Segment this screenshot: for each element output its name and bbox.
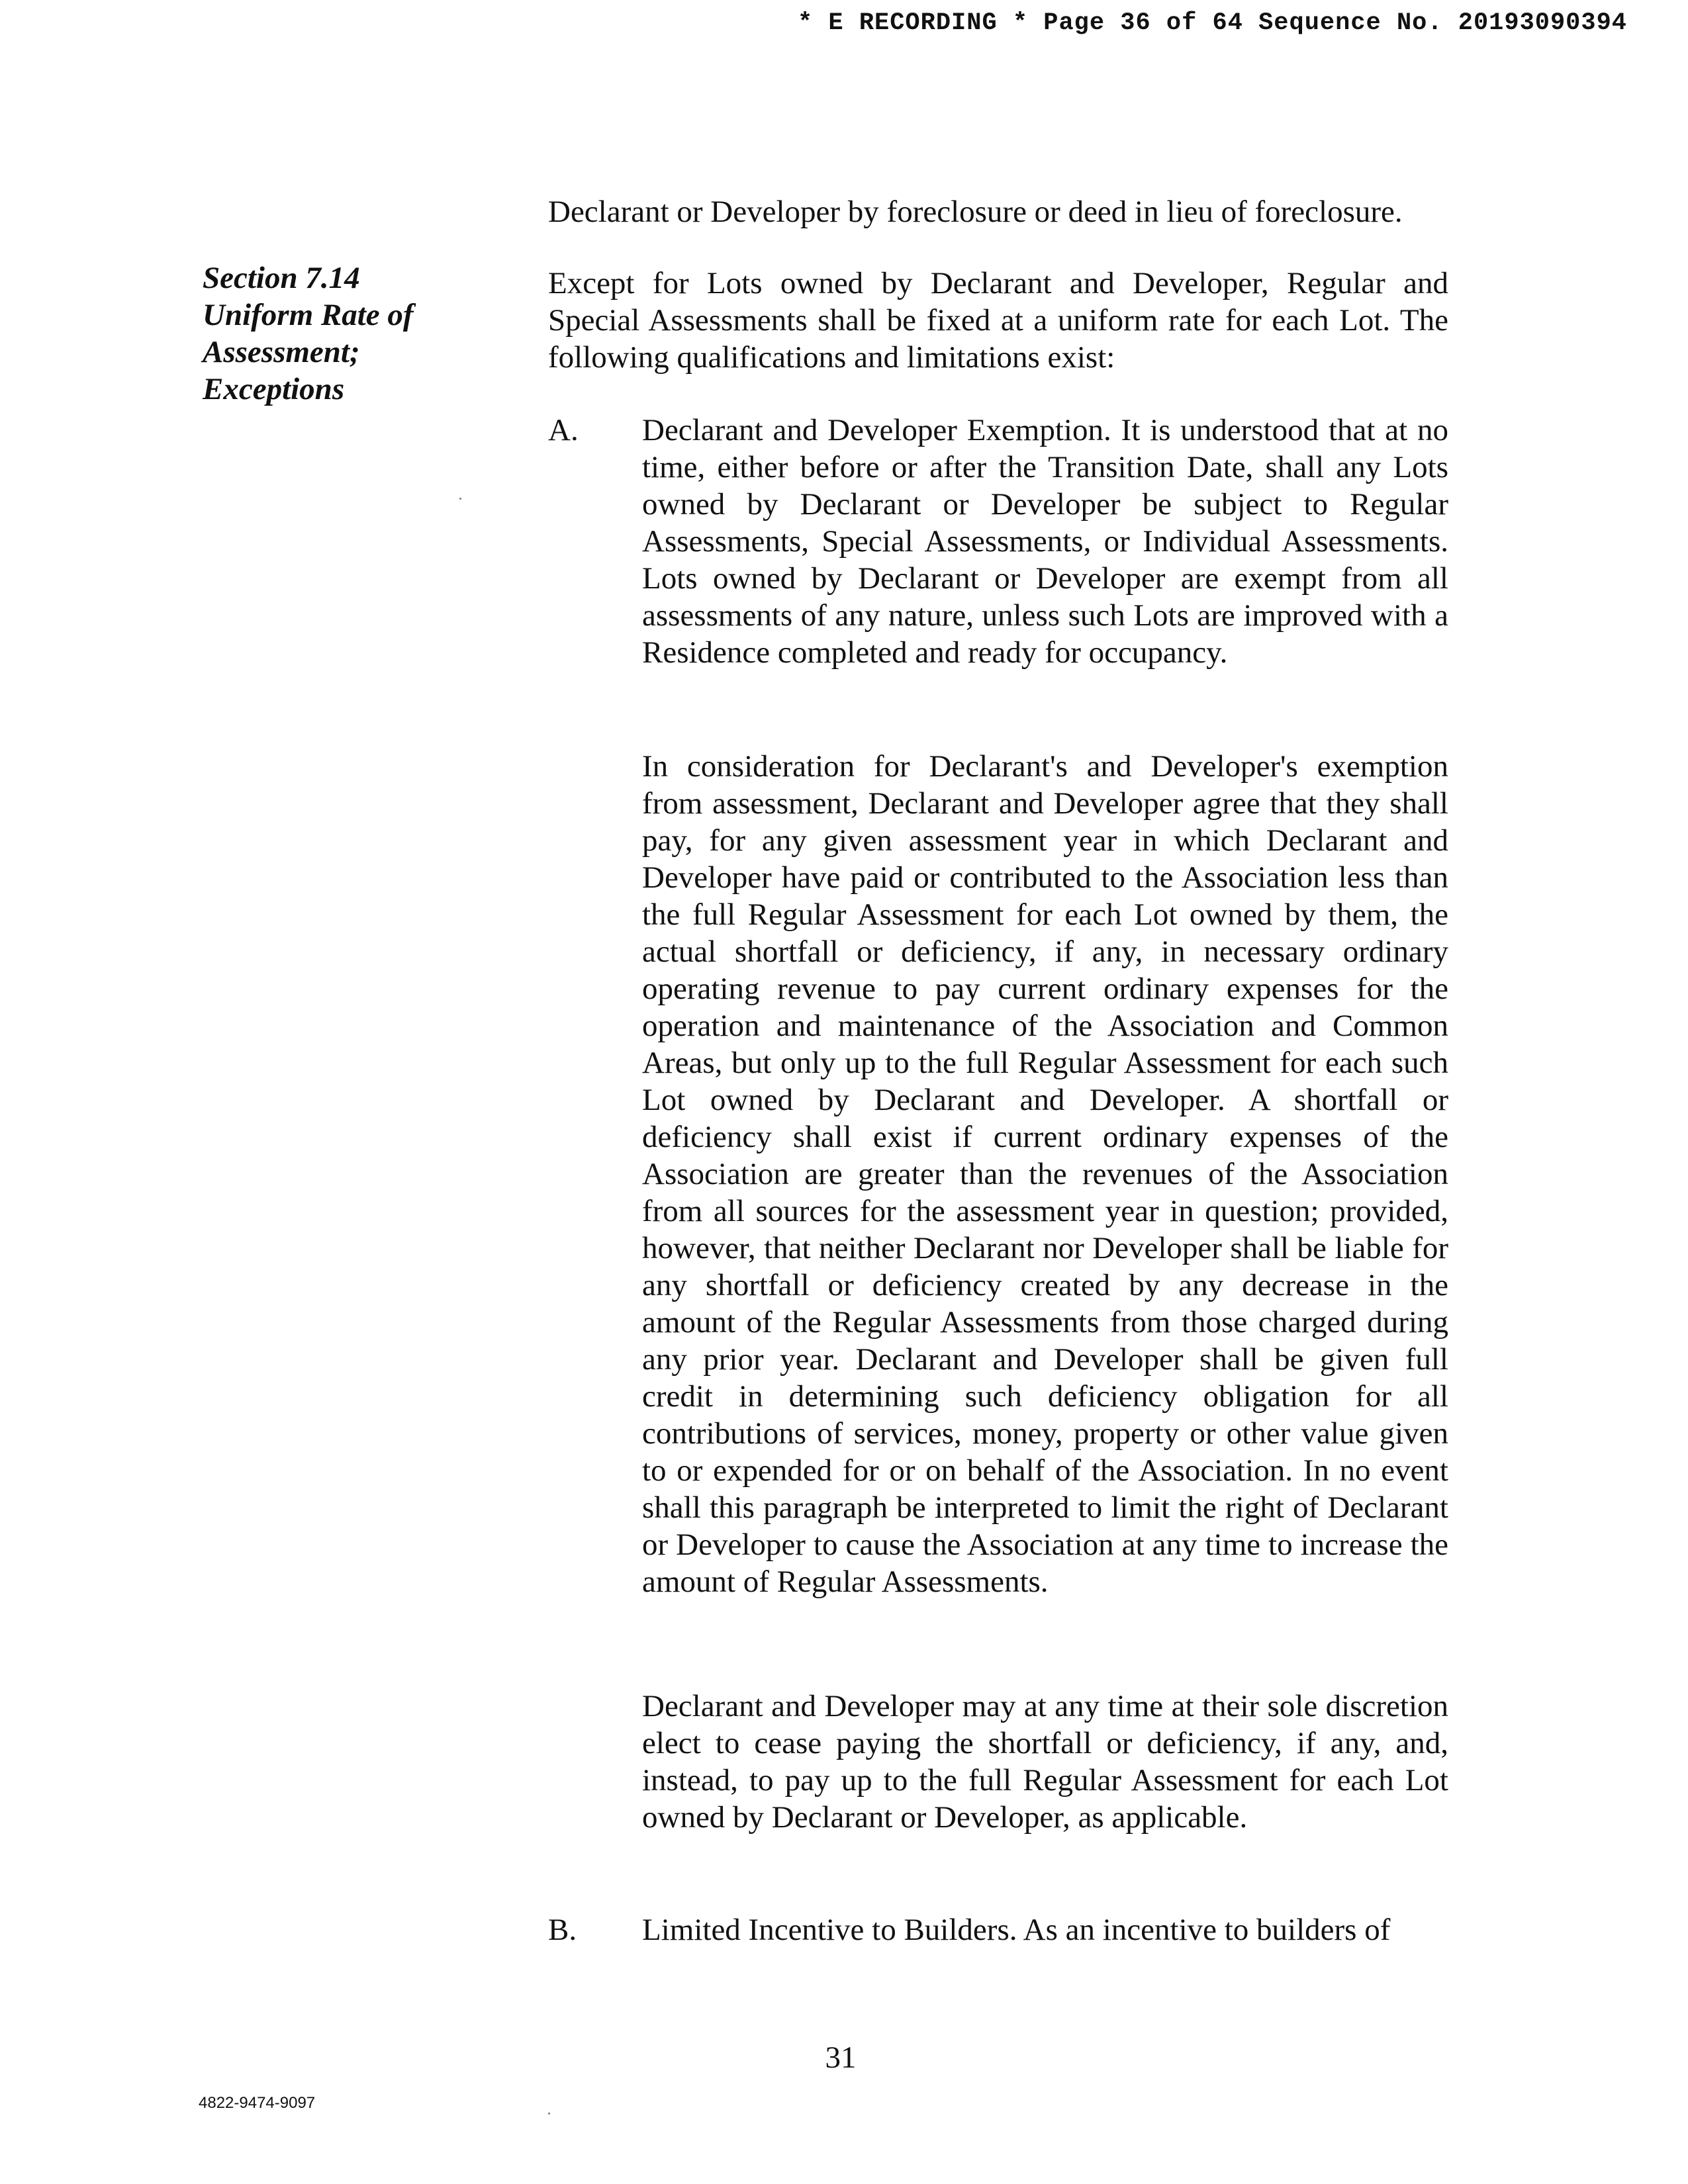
recording-header: * E RECORDING * Page 36 of 64 Sequence No. 20193090394 xyxy=(798,9,1627,37)
section-heading-line: Assessment; xyxy=(203,335,360,369)
item-marker-a: A. xyxy=(548,413,579,447)
section-heading-line: Uniform Rate of xyxy=(203,298,414,332)
item-a-paragraph-3: Declarant and Developer may at any time at their sole discretion elect to cease paying the shortfall or deficiency, if any, and, instead, to pay up to the full Regular Assessment for each Lot owned by Declarant or Developer, as applicable. xyxy=(642,1689,1448,1835)
scan-speck xyxy=(548,2113,550,2115)
item-marker-b: B. xyxy=(548,1913,577,1947)
item-a-paragraph-1: Declarant and Developer Exemption. It is understood that at no time, either before or after the Transition Date, shall any Lots owned by Declarant or Developer be subject to Regular Assessments, Special Assessments, or Individual Assessments. Lots owned by Declarant or Developer are exempt from all assessments of any nature, unless such Lots are improved with a Residence completed and ready for occupancy. xyxy=(642,413,1448,670)
section-heading-line: Exceptions xyxy=(203,372,345,406)
section-heading xyxy=(203,259,481,408)
item-a-paragraph-2: In consideration for Declarant's and Developer's exemption from assessment, Declarant and Developer agree that they shall pay, for any given assessment year in which Declarant and Developer have paid or contributed to the Association less than the full Regular Assessment for each Lot owned by them, the actual shortfall or deficiency, if any, in necessary ordinary operating revenue to pay current ordinary expenses for the operation and maintenance of the Association and Common Areas, but only up to the full Regular Assessment for each such Lot owned by Declarant and Developer. A shortfall or deficiency shall exist if current ordinary expenses of the Association are greater than the revenues of the Association from all sources for the assessment year in question; provided, however, that neither Declarant nor Developer shall be liable for any shortfall or deficiency created by any decrease in the amount of the Regular Assessments from those charged during any prior year. Declarant and Developer shall be given full credit in determining such deficiency obligation for all contributions of services, money, property or other value given to or expended for or on behalf of the Association. In no event shall this paragraph be interpreted to limit the right of Declarant or Developer to cause the Association at any time to increase the amount of Regular Assessments. xyxy=(642,749,1448,1599)
page-number: 31 xyxy=(825,2040,857,2075)
scan-speck xyxy=(459,498,461,500)
carryover-paragraph: Declarant or Developer by foreclosure or deed in lieu of foreclosure. xyxy=(548,195,1403,229)
item-b-paragraph-1: Limited Incentive to Builders. As an incentive to builders of xyxy=(642,1913,1391,1947)
section-intro-paragraph: Except for Lots owned by Declarant and Developer, Regular and Special Assessments shall be fixed at a uniform rate for each Lot. The following qualifications and limitations exist: xyxy=(548,266,1448,375)
document-id: 4822-9474-9097 xyxy=(199,2094,316,2112)
section-heading-line: Section 7.14 xyxy=(203,261,360,295)
